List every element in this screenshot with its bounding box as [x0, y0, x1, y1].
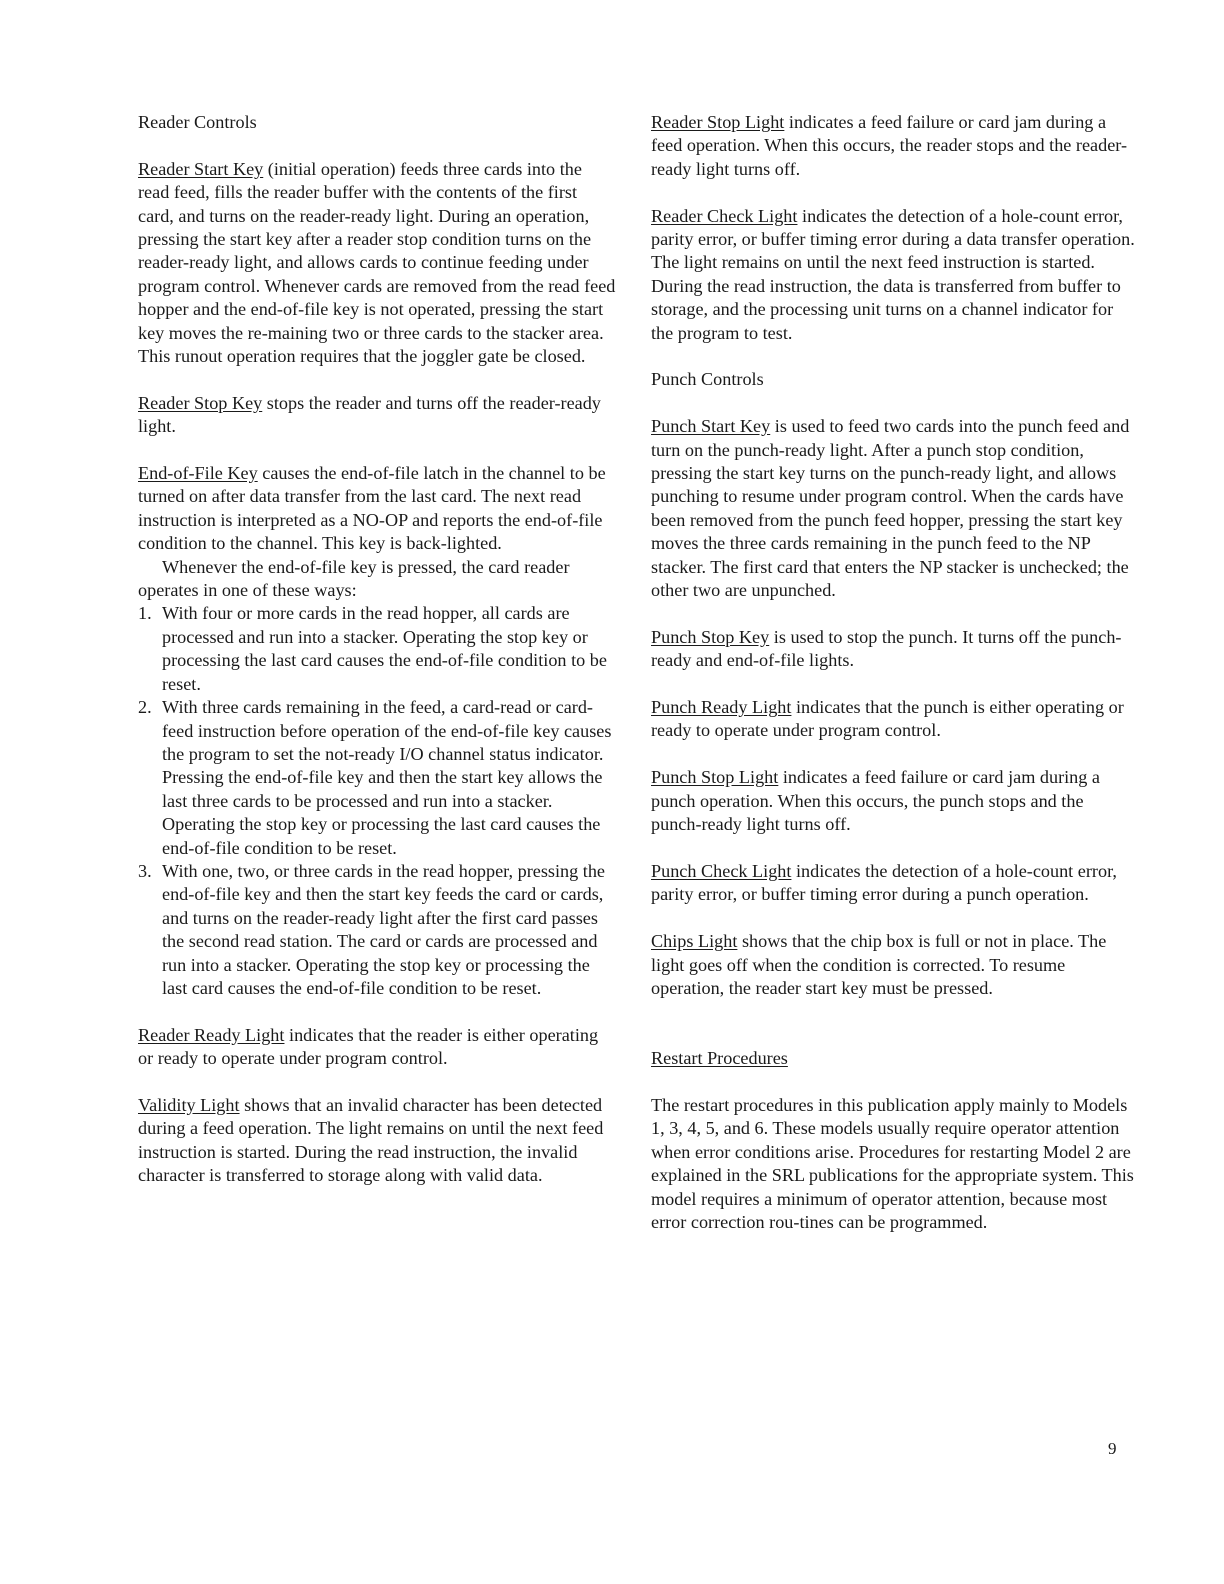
- punch-check-light-text: indicates the detection of a hole-count error, parity error, or buffer timing error during a punch operation.: [651, 860, 1117, 905]
- term-restart-procedures: Restart Procedures: [651, 1048, 788, 1069]
- eof-key-paragraph: [138, 462, 616, 556]
- list-item: [138, 602, 616, 696]
- punch-start-key-text: is used to feed two cards into the punch feed and turn on the punch-ready light. After a punch stop condition, pressing the start key turns on the punch-ready light, and allows punching to resume under program control. When the cards have been removed from the punch feed hopper, pressing the start key moves the three cards remaining in the punch feed to the NP stacker. The first card that enters the NP stacker is unchecked; the other two are unpunched.: [651, 416, 1130, 601]
- punch-stop-light-text: indicates a feed failure or card jam during a punch operation. When this occurs, the punch stops and the punch-ready light turns off.: [651, 767, 1100, 835]
- restart-procedures-text: The restart procedures in this publication apply mainly to Models 1, 3, 4, 5, and 6. These models usually require operator attention when error conditions arise. Procedures for restarting Model 2 are explained in the SRL publications for the appropriate system. This model requires a minimum of operator attention, because most error correction rou-tines can be programmed.: [651, 1094, 1134, 1232]
- term-validity-light: Validity Light: [138, 1094, 240, 1115]
- punch-stop-light-paragraph: [651, 766, 1135, 836]
- punch-controls-heading: Punch Controls: [651, 369, 764, 390]
- reader-controls-heading: Reader Controls: [138, 112, 257, 132]
- term-punch-stop-key: Punch Stop Key: [651, 626, 770, 647]
- term-reader-stop-light: Reader Stop Light: [651, 112, 785, 132]
- term-eof-key: End-of-File Key: [138, 463, 258, 484]
- reader-check-light-paragraph: [651, 205, 1135, 345]
- punch-start-key-paragraph: [651, 415, 1135, 602]
- reader-stop-light-text: indicates a feed failure or card jam during a feed operation. When this occurs, the reader stops and the reader-ready light turns off.: [651, 112, 1128, 179]
- eof-steps-list: [138, 602, 616, 1000]
- reader-check-light-text: indicates the detection of a hole-count error, parity error, or buffer timing error during a data transfer operation. The light remains on until the next feed instruction is started. During the read instruction, the data is transferred from buffer to storage, and the processing unit turns on a channel indicator for the program to test.: [651, 205, 1135, 343]
- term-reader-check-light: Reader Check Light: [651, 205, 798, 226]
- term-punch-stop-light: Punch Stop Light: [651, 767, 779, 788]
- reader-stop-light-paragraph: [651, 111, 1135, 181]
- term-punch-ready-light: Punch Ready Light: [651, 697, 792, 718]
- left-column: [138, 111, 616, 1211]
- list-item-number: 3.: [138, 860, 152, 881]
- punch-check-light-paragraph: [651, 860, 1135, 907]
- chips-light-text: shows that the chip box is full or not in place. The light goes off when the condition is corrected. To resume operation, the reader start key must be pressed.: [651, 931, 1107, 998]
- list-item: [138, 860, 616, 1000]
- term-punch-start-key: Punch Start Key: [651, 416, 771, 437]
- reader-stop-key-paragraph: [138, 392, 616, 439]
- term-reader-ready-light: Reader Ready Light: [138, 1024, 285, 1045]
- eof-intro: Whenever the end-of-file key is pressed, the card reader operates in one of these ways:: [138, 556, 570, 601]
- reader-stop-key-text: stops the reader and turns off the reader-ready light.: [138, 392, 601, 437]
- term-punch-check-light: Punch Check Light: [651, 860, 792, 881]
- punch-ready-light-paragraph: [651, 696, 1135, 743]
- list-item: [138, 696, 616, 860]
- chips-light-paragraph: [651, 930, 1135, 1000]
- eof-key-text: causes the end-of-file latch in the channel to be turned on after data transfer from the last card. The next read instruction is interpreted as a NO-OP and reports the end-of-file condition to the channel. This key is back-lighted.: [138, 463, 606, 554]
- list-item-number: 1.: [138, 603, 152, 624]
- punch-ready-light-text: indicates that the punch is either operating or ready to operate under program control.: [651, 697, 1124, 741]
- list-item-text: With one, two, or three cards in the read hopper, pressing the end-of-file key and then the start key feeds the card or cards, and turns on the reader-ready light after the first card passes the second read station. The card or cards are processed and run into a stacker. Operating the stop key or processing the last card causes the end-of-file condition to be reset.: [162, 860, 605, 998]
- list-item-text: With three cards remaining in the feed, a card-read or card-feed instruction before operation of the end-of-file key causes the program to set the not-ready I/O channel status indicator. Pressing the end-of-file key and then the start key allows the last three cards to be processed and run into a stacker. Operating the stop key or processing the last card causes the end-of-file condition to be reset.: [162, 697, 612, 858]
- reader-start-key-text: (initial operation) feeds three cards into the read feed, fills the reader buffer with the contents of the first card, and turns on the reader-ready light. During an operation, pressing the start key after a reader stop condition turns on the reader-ready light, and allows cards to continue feeding under program control. Whenever cards are removed from the read feed hopper and the end-of-file key is not operated, pressing the start key moves the re-maining two or three cards to the stacker area. This runout operation requires that the joggler gate be closed.: [138, 158, 616, 367]
- punch-stop-key-paragraph: [651, 626, 1135, 673]
- validity-light-paragraph: [138, 1094, 616, 1188]
- validity-light-text: shows that an invalid character has been detected during a feed operation. The light remains on until the next feed instruction is started. During the read instruction, the invalid character is transferred to storage along with valid data.: [138, 1094, 604, 1186]
- term-reader-stop-key: Reader Stop Key: [138, 392, 263, 413]
- restart-procedures-heading: [651, 1047, 1135, 1070]
- punch-stop-key-text: is used to stop the punch. It turns off the punch-ready and end-of-file lights.: [651, 626, 1122, 671]
- section-spacer: [651, 1024, 1135, 1047]
- page-number: 9: [1108, 1439, 1117, 1458]
- term-chips-light: Chips Light: [651, 931, 738, 952]
- term-reader-start-key: Reader Start Key: [138, 158, 264, 179]
- list-item-number: 2.: [138, 697, 152, 718]
- reader-ready-light-text: indicates that the reader is either operating or ready to operate under program control.: [138, 1024, 599, 1069]
- reader-start-key-paragraph: [138, 158, 616, 369]
- list-item-text: With four or more cards in the read hopper, all cards are processed and run into a stacker. Operating the stop key or processing the last card causes the end-of-file condition to be reset.: [162, 603, 607, 694]
- reader-ready-light-paragraph: [138, 1024, 616, 1071]
- right-column: [651, 111, 1135, 1258]
